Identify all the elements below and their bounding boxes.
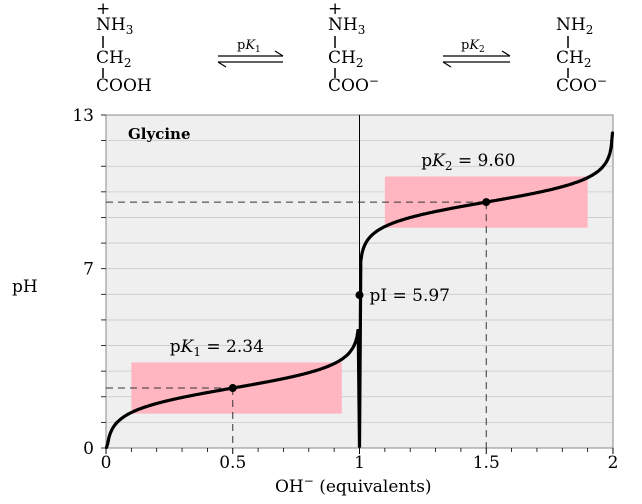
reaction-scheme: [96, 0, 607, 96]
data-point-2: [356, 291, 364, 299]
data-point-3: [482, 198, 490, 206]
chart-title: Glycine: [128, 125, 191, 143]
x-tick-label: 1.5: [472, 453, 500, 473]
x-axis-label: OH− (equivalents): [275, 474, 432, 497]
pk1-label: $pK_1 = 2.34$: [169, 337, 264, 360]
eq-label-1: $pK_1$: [237, 38, 261, 55]
species-cation: [96, 0, 152, 96]
amino-group-1: $NH_3$: [96, 15, 134, 37]
x-tick-label: 1: [354, 453, 365, 473]
pi-label: pI = 5.97: [369, 286, 451, 307]
carboxylate-2: COO−: [328, 74, 379, 96]
pk2-label: $pK_2 = 9.60$: [421, 151, 516, 174]
carboxylate-3: COO−: [556, 74, 607, 96]
methylene-1: $CH_2$: [96, 48, 132, 70]
methylene-3: $CH_2$: [556, 48, 592, 70]
x-tick-label: 0.5: [219, 453, 247, 473]
y-tick-label: 7: [83, 259, 94, 280]
eq-label-2: $pK_2$: [461, 38, 485, 55]
amino-group-2: $NH_3$: [328, 15, 366, 37]
species-anion: [556, 15, 607, 96]
x-axis-ticks: [101, 448, 619, 473]
y-axis-ticks: [72, 106, 106, 459]
equilibrium-arrow-2: [443, 38, 510, 67]
data-point-1: [229, 384, 237, 392]
y-axis-label: pH: [12, 277, 38, 297]
equilibrium-arrow-1: [218, 38, 283, 67]
carboxyl-1: COOH: [96, 76, 152, 96]
species-zwitterion: [328, 0, 379, 96]
methylene-2: $CH_2$: [328, 48, 364, 70]
charge-plus-1: +: [96, 0, 111, 19]
charge-plus-2: +: [328, 0, 343, 19]
amino-group-3: $NH_2$: [556, 15, 594, 37]
x-tick-label: 0: [100, 453, 112, 473]
titration-plot: [12, 106, 618, 497]
y-tick-label: 0: [83, 439, 94, 459]
y-tick-label: 13: [72, 106, 94, 126]
x-tick-label: 2: [607, 453, 619, 473]
